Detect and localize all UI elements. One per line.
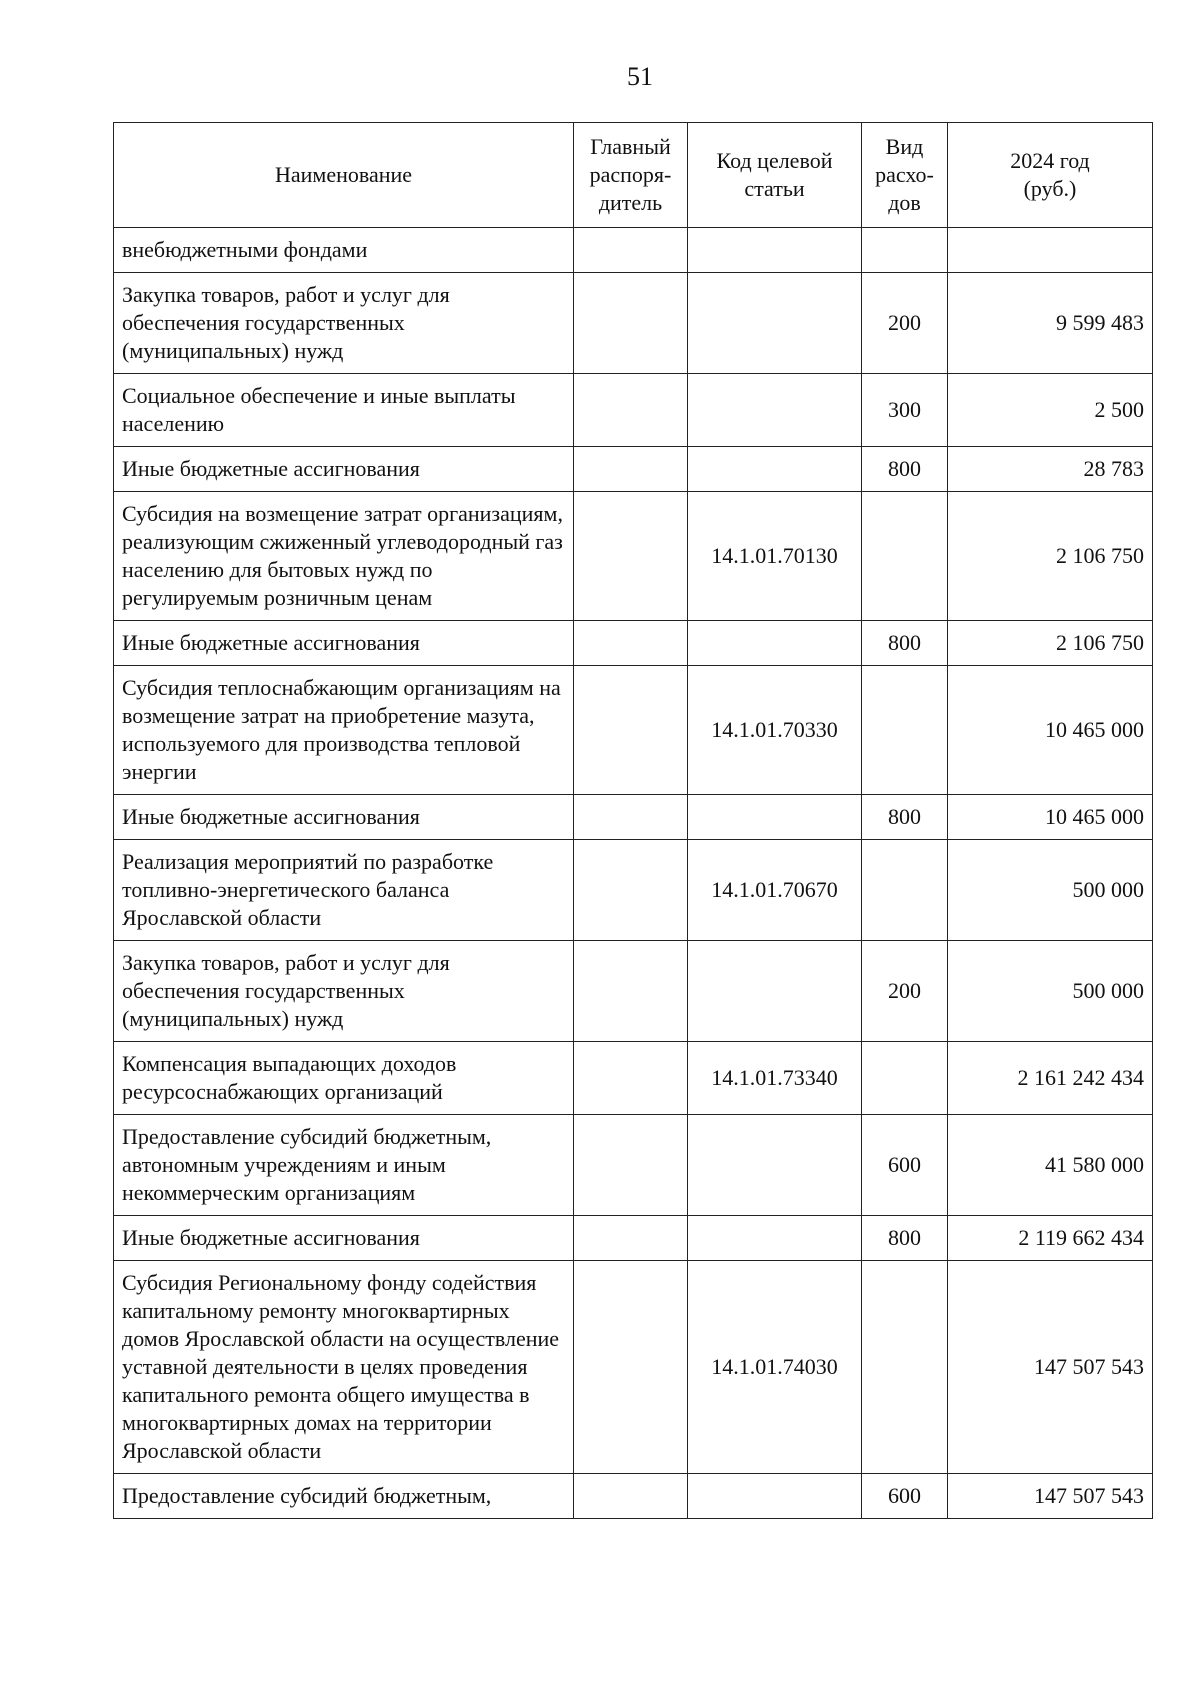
cell-amount: 147 507 543: [948, 1474, 1153, 1519]
cell-amount: 28 783: [948, 447, 1153, 492]
cell-main-admin: [574, 1042, 688, 1115]
table-row: [114, 1115, 1153, 1216]
cell-name: Субсидия теплоснабжающим организациям на возмещение затрат на приобретение мазута, используемого для производства тепловой энергии: [114, 666, 574, 795]
cell-main-admin: [574, 1216, 688, 1261]
cell-amount: 2 106 750: [948, 492, 1153, 621]
cell-name: Предоставление субсидий бюджетным,: [114, 1474, 574, 1519]
cell-main-admin: [574, 273, 688, 374]
cell-expense-type: [862, 666, 948, 795]
cell-expense-type: [862, 1261, 948, 1474]
header-main-admin-line: распоря-: [589, 162, 672, 187]
table-header-row: [114, 123, 1153, 228]
table-row: [114, 447, 1153, 492]
cell-main-admin: [574, 447, 688, 492]
cell-name: Иные бюджетные ассигнования: [114, 621, 574, 666]
cell-expense-type: 800: [862, 795, 948, 840]
cell-target-code: [688, 795, 862, 840]
cell-main-admin: [574, 492, 688, 621]
cell-target-code: [688, 941, 862, 1042]
cell-target-code: 14.1.01.70670: [688, 840, 862, 941]
cell-target-code: [688, 1474, 862, 1519]
cell-main-admin: [574, 1261, 688, 1474]
cell-main-admin: [574, 666, 688, 795]
cell-name: Субсидия Региональному фонду содействия капитальному ремонту многоквартирных домов Ярославской области на осуществление уставной деятельности в целях проведения капитального ремонта общего имущества в многоквартирных домах на территории Ярославской области: [114, 1261, 574, 1474]
table-row: [114, 1216, 1153, 1261]
cell-name: Закупка товаров, работ и услуг для обеспечения государственных (муниципальных) нужд: [114, 273, 574, 374]
cell-target-code: 14.1.01.73340: [688, 1042, 862, 1115]
cell-main-admin: [574, 1474, 688, 1519]
header-main-admin-line: дитель: [598, 190, 663, 215]
header-expense-type-line: расхо-: [875, 162, 934, 187]
table-row: [114, 666, 1153, 795]
cell-name: Социальное обеспечение и иные выплаты населению: [114, 374, 574, 447]
cell-expense-type: [862, 228, 948, 273]
header-expense-type-line: Вид: [885, 134, 924, 159]
cell-amount: 147 507 543: [948, 1261, 1153, 1474]
cell-expense-type: 200: [862, 273, 948, 374]
cell-amount: 10 465 000: [948, 795, 1153, 840]
cell-name: Предоставление субсидий бюджетным, автономным учреждениям и иным некоммерческим организациям: [114, 1115, 574, 1216]
cell-target-code: 14.1.01.74030: [688, 1261, 862, 1474]
cell-main-admin: [574, 840, 688, 941]
table-row: [114, 228, 1153, 273]
header-year: [948, 123, 1153, 228]
cell-amount: 500 000: [948, 941, 1153, 1042]
cell-amount: 2 161 242 434: [948, 1042, 1153, 1115]
cell-name: Компенсация выпадающих доходов ресурсоснабжающих организаций: [114, 1042, 574, 1115]
table-row: [114, 374, 1153, 447]
header-expense-type: [862, 123, 948, 228]
cell-main-admin: [574, 1115, 688, 1216]
cell-target-code: [688, 447, 862, 492]
header-target-code-line: Код целевой: [716, 148, 833, 173]
cell-name: Закупка товаров, работ и услуг для обеспечения государственных (муниципальных) нужд: [114, 941, 574, 1042]
cell-main-admin: [574, 228, 688, 273]
cell-amount: 2 500: [948, 374, 1153, 447]
cell-expense-type: [862, 1042, 948, 1115]
table-row: [114, 840, 1153, 941]
cell-expense-type: 800: [862, 1216, 948, 1261]
header-expense-type-line: дов: [888, 190, 921, 215]
table-row: [114, 1042, 1153, 1115]
cell-target-code: [688, 621, 862, 666]
cell-target-code: [688, 273, 862, 374]
table-row: [114, 941, 1153, 1042]
cell-target-code: [688, 1115, 862, 1216]
header-name: Наименование: [114, 123, 574, 228]
cell-main-admin: [574, 941, 688, 1042]
cell-name: Реализация мероприятий по разработке топливно-энергетического баланса Ярославской области: [114, 840, 574, 941]
cell-target-code: [688, 374, 862, 447]
cell-target-code: 14.1.01.70130: [688, 492, 862, 621]
cell-name: Иные бюджетные ассигнования: [114, 1216, 574, 1261]
cell-name: Субсидия на возмещение затрат организациям, реализующим сжиженный углеводородный газ населению для бытовых нужд по регулируемым розничным ценам: [114, 492, 574, 621]
cell-target-code: [688, 1216, 862, 1261]
page-number: 51: [627, 62, 653, 91]
header-year-line: (руб.): [1023, 176, 1077, 201]
cell-expense-type: 800: [862, 621, 948, 666]
cell-expense-type: 800: [862, 447, 948, 492]
table-body: [114, 228, 1153, 1519]
header-target-code-line: статьи: [744, 176, 805, 201]
cell-amount: 2 119 662 434: [948, 1216, 1153, 1261]
table-row: [114, 1261, 1153, 1474]
cell-name: Иные бюджетные ассигнования: [114, 447, 574, 492]
cell-amount: 2 106 750: [948, 621, 1153, 666]
cell-expense-type: [862, 840, 948, 941]
cell-expense-type: 300: [862, 374, 948, 447]
header-main-admin: [574, 123, 688, 228]
cell-expense-type: 600: [862, 1115, 948, 1216]
table-row: [114, 621, 1153, 666]
cell-target-code: 14.1.01.70330: [688, 666, 862, 795]
cell-expense-type: [862, 492, 948, 621]
cell-amount: 10 465 000: [948, 666, 1153, 795]
cell-name: внебюджетными фондами: [114, 228, 574, 273]
header-target-code: [688, 123, 862, 228]
cell-amount: 500 000: [948, 840, 1153, 941]
cell-main-admin: [574, 795, 688, 840]
cell-amount: 9 599 483: [948, 273, 1153, 374]
table-row: [114, 1474, 1153, 1519]
cell-name: Иные бюджетные ассигнования: [114, 795, 574, 840]
cell-amount: [948, 228, 1153, 273]
cell-main-admin: [574, 374, 688, 447]
budget-table: [113, 122, 1153, 1519]
cell-expense-type: 200: [862, 941, 948, 1042]
header-main-admin-line: Главный: [590, 134, 671, 159]
table-row: [114, 492, 1153, 621]
table-row: [114, 273, 1153, 374]
cell-target-code: [688, 228, 862, 273]
table-row: [114, 795, 1153, 840]
cell-amount: 41 580 000: [948, 1115, 1153, 1216]
cell-main-admin: [574, 621, 688, 666]
cell-expense-type: 600: [862, 1474, 948, 1519]
header-year-line: 2024 год: [1010, 148, 1090, 173]
